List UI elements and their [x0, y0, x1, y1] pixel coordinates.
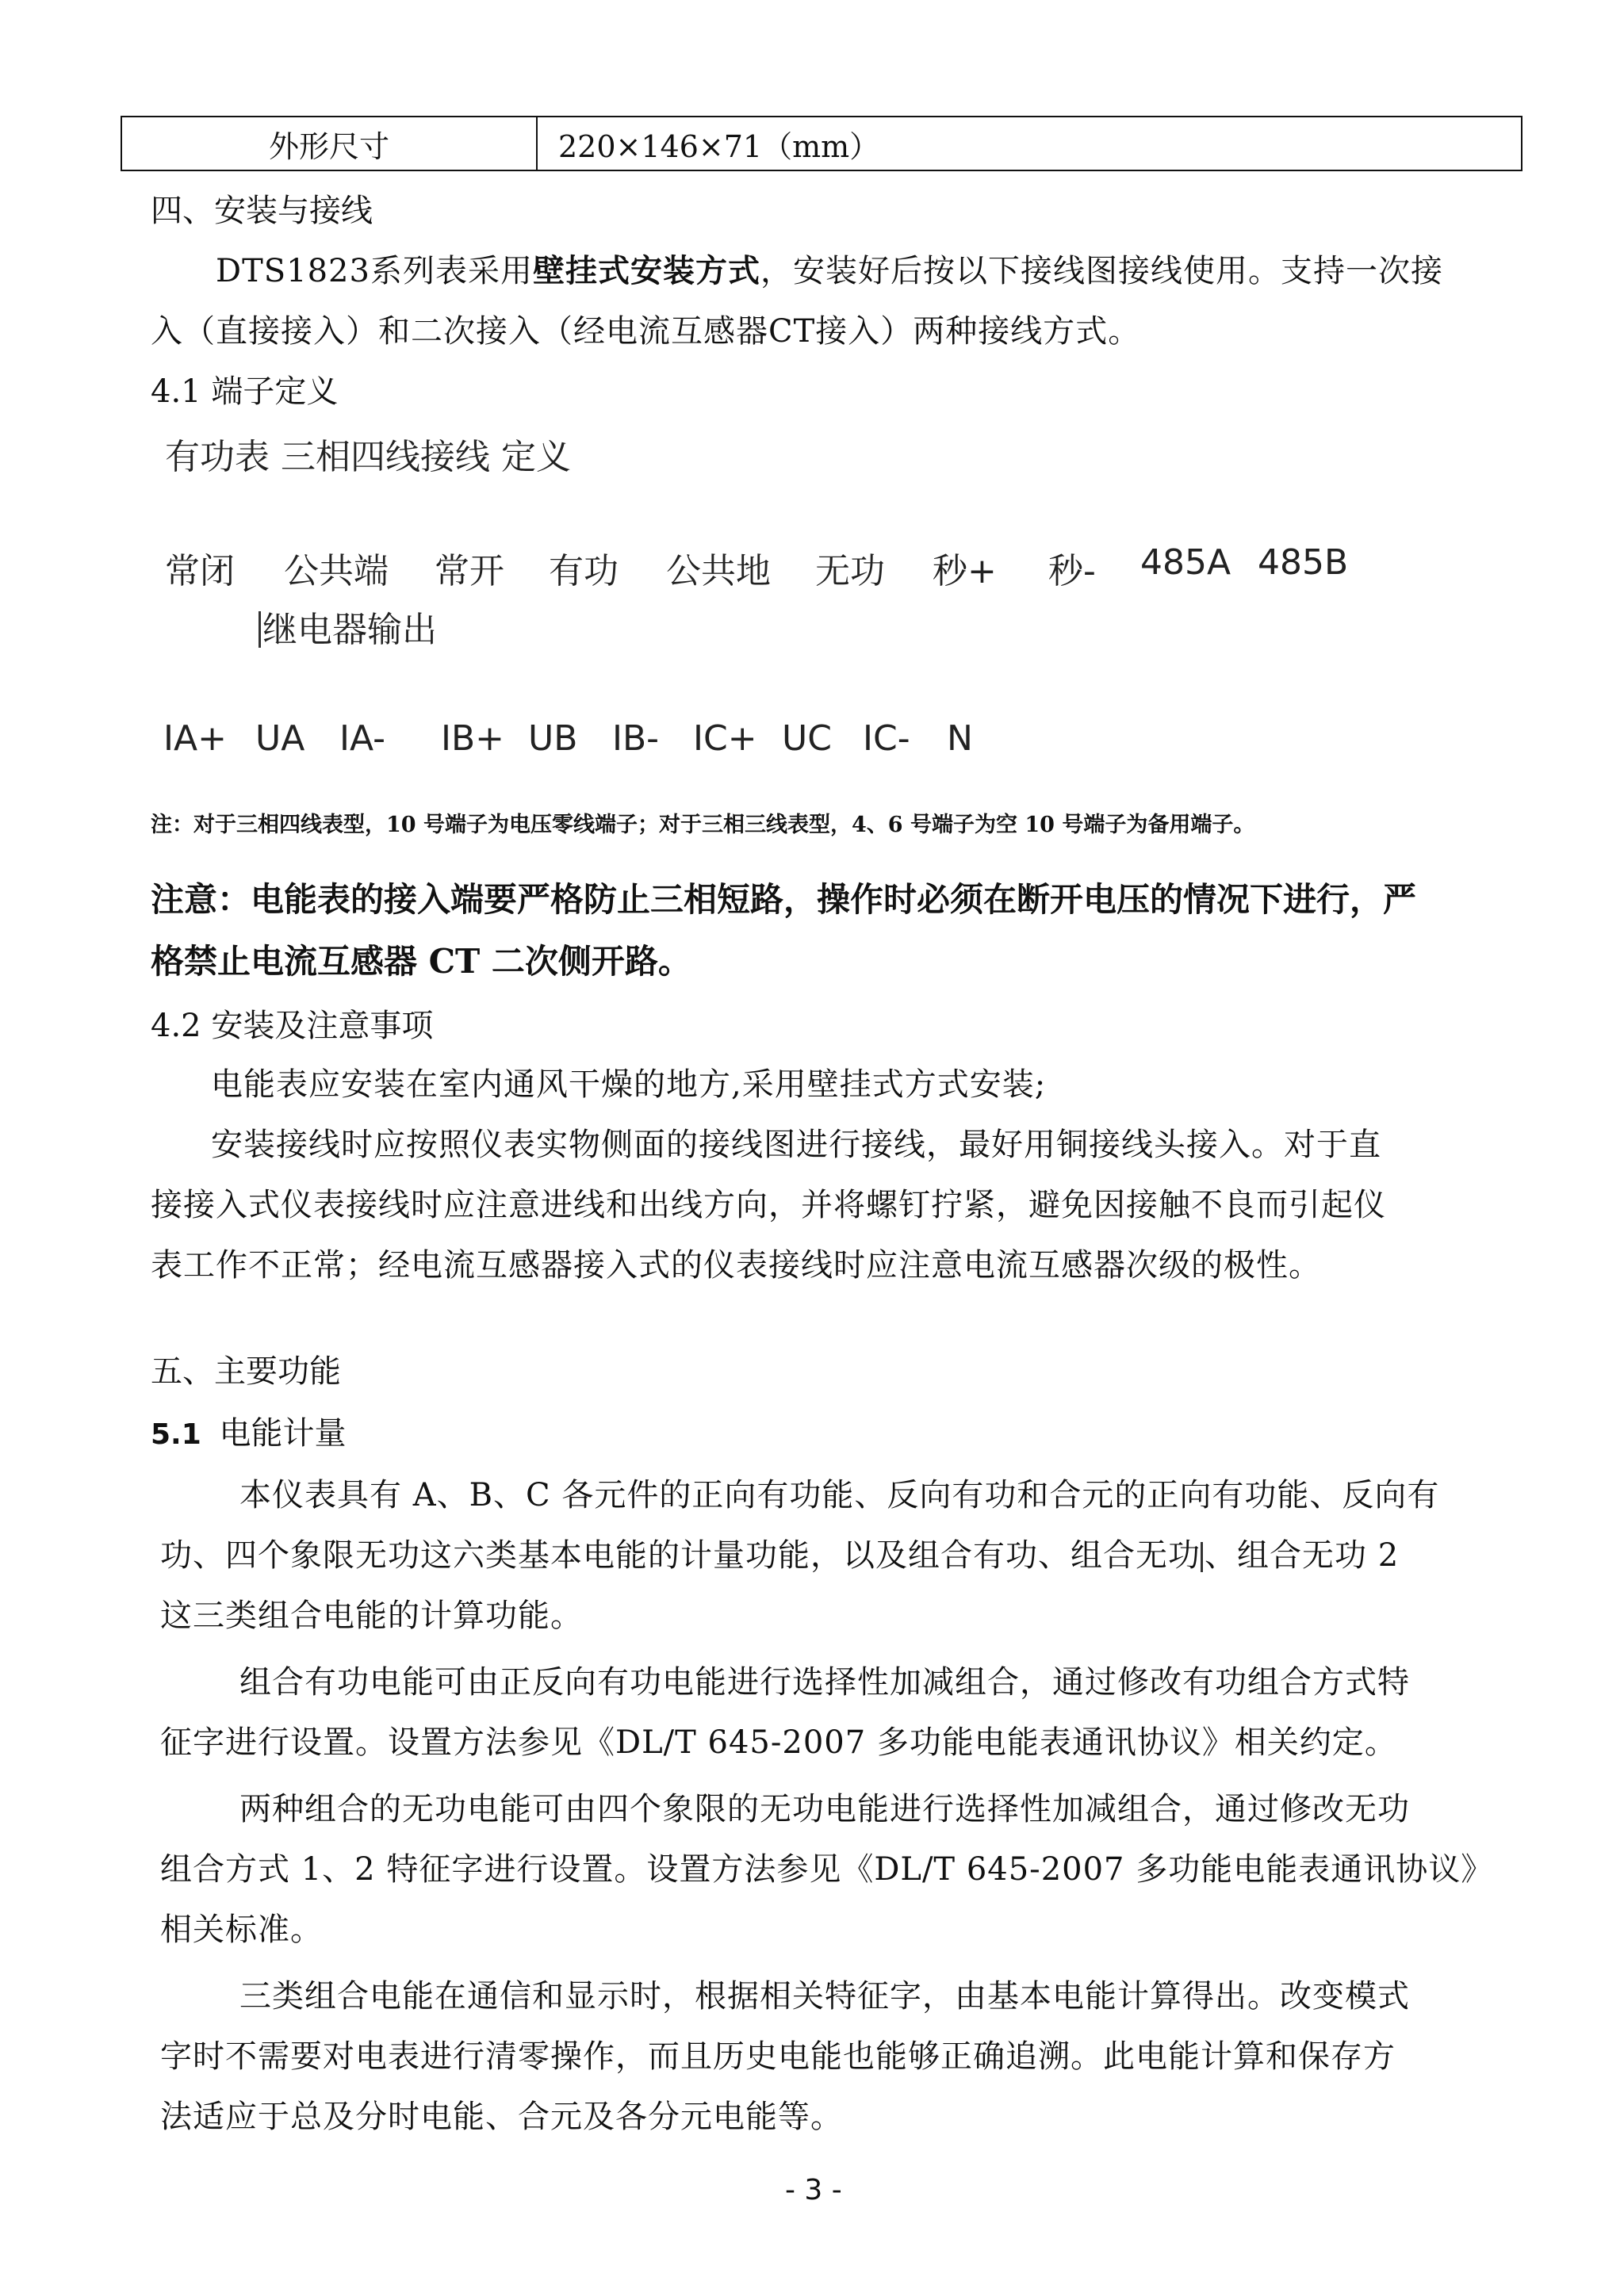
terminal-label: 无功	[815, 551, 885, 591]
relay-output-label: 继电器输出	[262, 610, 437, 650]
terminal-label: N	[947, 718, 973, 759]
subsection-4-1: 4.1 端子定义	[151, 373, 339, 410]
s5-para1-line1: 本仪表具有 A、B、C 各元件的正向有功能、反向有功和合元的正向有功能、反向有	[239, 1477, 1440, 1513]
s5-para3-line2: 组合方式 1、2 特征字进行设置。设置方法参见《DL/T 645-2007 多功能电能表通讯协议》	[160, 1851, 1494, 1888]
p42-line2: 安装接线时应按照仪表实物侧面的接线图进行接线，最好用铜接线头接入。对于直	[211, 1127, 1381, 1163]
terminal-label: UA	[255, 718, 305, 759]
s5-para3-line1: 两种组合的无功电能可由四个象限的无功电能进行选择性加减组合，通过修改无功	[239, 1791, 1410, 1827]
terminal-label: 秒-	[1048, 551, 1096, 591]
subsection-number: 5.1	[151, 1418, 201, 1451]
subsection-title: 电能计量	[219, 1415, 347, 1452]
section4-intro-line2: 入（直接接入）和二次接入（经电流互感器CT接入）两种接线方式。	[151, 313, 1141, 350]
warning-line2: 格禁止电流互感器 CT 二次侧开路。	[151, 942, 691, 981]
terminal-label: IB+	[441, 718, 505, 759]
text-cursor-mark	[1201, 1542, 1203, 1572]
intro-text-bold: 壁挂式安装方式	[532, 252, 760, 289]
intro-text-b: ，安装好后按以下接线图接线使用。支持一次接	[760, 253, 1443, 289]
terminal-note: 注：对于三相四线表型，10 号端子为电压零线端子；对于三相三线表型，4、6 号端子为空 10 号端子为备用端子。	[151, 813, 1255, 837]
text-cursor-mark	[259, 611, 261, 648]
terminal-label: 公共端	[284, 551, 389, 591]
terminal-label: IA-	[339, 718, 385, 759]
s5-para3-line3: 相关标准。	[160, 1911, 323, 1948]
terminal-label: UB	[528, 718, 578, 759]
subsection-4-2: 4.2 安装及注意事项	[151, 1008, 434, 1044]
p42-line4: 表工作不正常；经电流互感器接入式的仪表接线时应注意电流互感器次级的极性。	[151, 1247, 1321, 1284]
relay-output-caption	[259, 601, 437, 652]
terminal-label: 公共地	[666, 551, 771, 591]
terminal-label: IC+	[693, 718, 757, 759]
terminal-label: 485A	[1140, 542, 1231, 583]
spec-table	[121, 116, 1522, 171]
terminal-label: 有功	[549, 551, 619, 591]
intro-text-a: DTS1823系列表采用	[216, 253, 533, 289]
terminal-label: 常开	[435, 551, 504, 591]
terminal-label: IA+	[163, 718, 227, 759]
text-fragment: 、组合无功 2	[1205, 1537, 1400, 1574]
warning-line1: 注意：电能表的接入端要严格防止三相短路，操作时必须在断开电压的情况下进行，严	[151, 880, 1417, 919]
section4-heading: 四、安装与接线	[151, 193, 373, 229]
s5-para2-line2: 征字进行设置。设置方法参见《DL/T 645-2007 多功能电能表通讯协议》相关约定。	[160, 1724, 1397, 1761]
diagram-title: 有功表 三相四线接线 定义	[165, 437, 571, 477]
s5-para1-line3: 这三类组合电能的计算功能。	[160, 1598, 583, 1634]
terminal-label: IC-	[863, 718, 910, 759]
terminal-label: IB-	[612, 718, 660, 759]
terminal-label: UC	[782, 718, 832, 759]
spec-value: 220×146×71（mm）	[537, 117, 1522, 170]
terminal-label: 485B	[1258, 542, 1349, 583]
s5-para2-line1: 组合有功电能可由正反向有功电能进行选择性加减组合，通过修改有功组合方式特	[239, 1664, 1410, 1701]
section5-heading: 五、主要功能	[151, 1353, 341, 1390]
s5-para4-line2: 字时不需要对电表进行清零操作，而且历史电能也能够正确追溯。此电能计算和保存方	[160, 2038, 1396, 2075]
s5-para4-line3: 法适应于总及分时电能、合元及各分元电能等。	[160, 2099, 843, 2135]
s5-para1-line2	[160, 1530, 1399, 1575]
subsection-5-1	[151, 1408, 347, 1453]
page-number: - 3 -	[785, 2174, 842, 2206]
text-fragment: 功、四个象限无功这六类基本电能的计量功能，以及组合有功、组合无功	[160, 1537, 1201, 1574]
spec-label: 外形尺寸	[121, 117, 537, 170]
table-row	[121, 117, 1522, 170]
section4-intro-line1	[216, 246, 1443, 291]
terminal-label: 秒+	[933, 551, 997, 591]
s5-para4-line1: 三类组合电能在通信和显示时，根据相关特征字，由基本电能计算得出。改变模式	[239, 1978, 1410, 2015]
p42-line3: 接接入式仪表接线时应注意进线和出线方向，并将螺钉拧紧，避免因接触不良而引起仪	[151, 1187, 1386, 1223]
p42-line1: 电能表应安装在室内通风干燥的地方,采用壁挂式方式安装;	[211, 1066, 1047, 1103]
terminal-label: 常闭	[165, 551, 235, 591]
